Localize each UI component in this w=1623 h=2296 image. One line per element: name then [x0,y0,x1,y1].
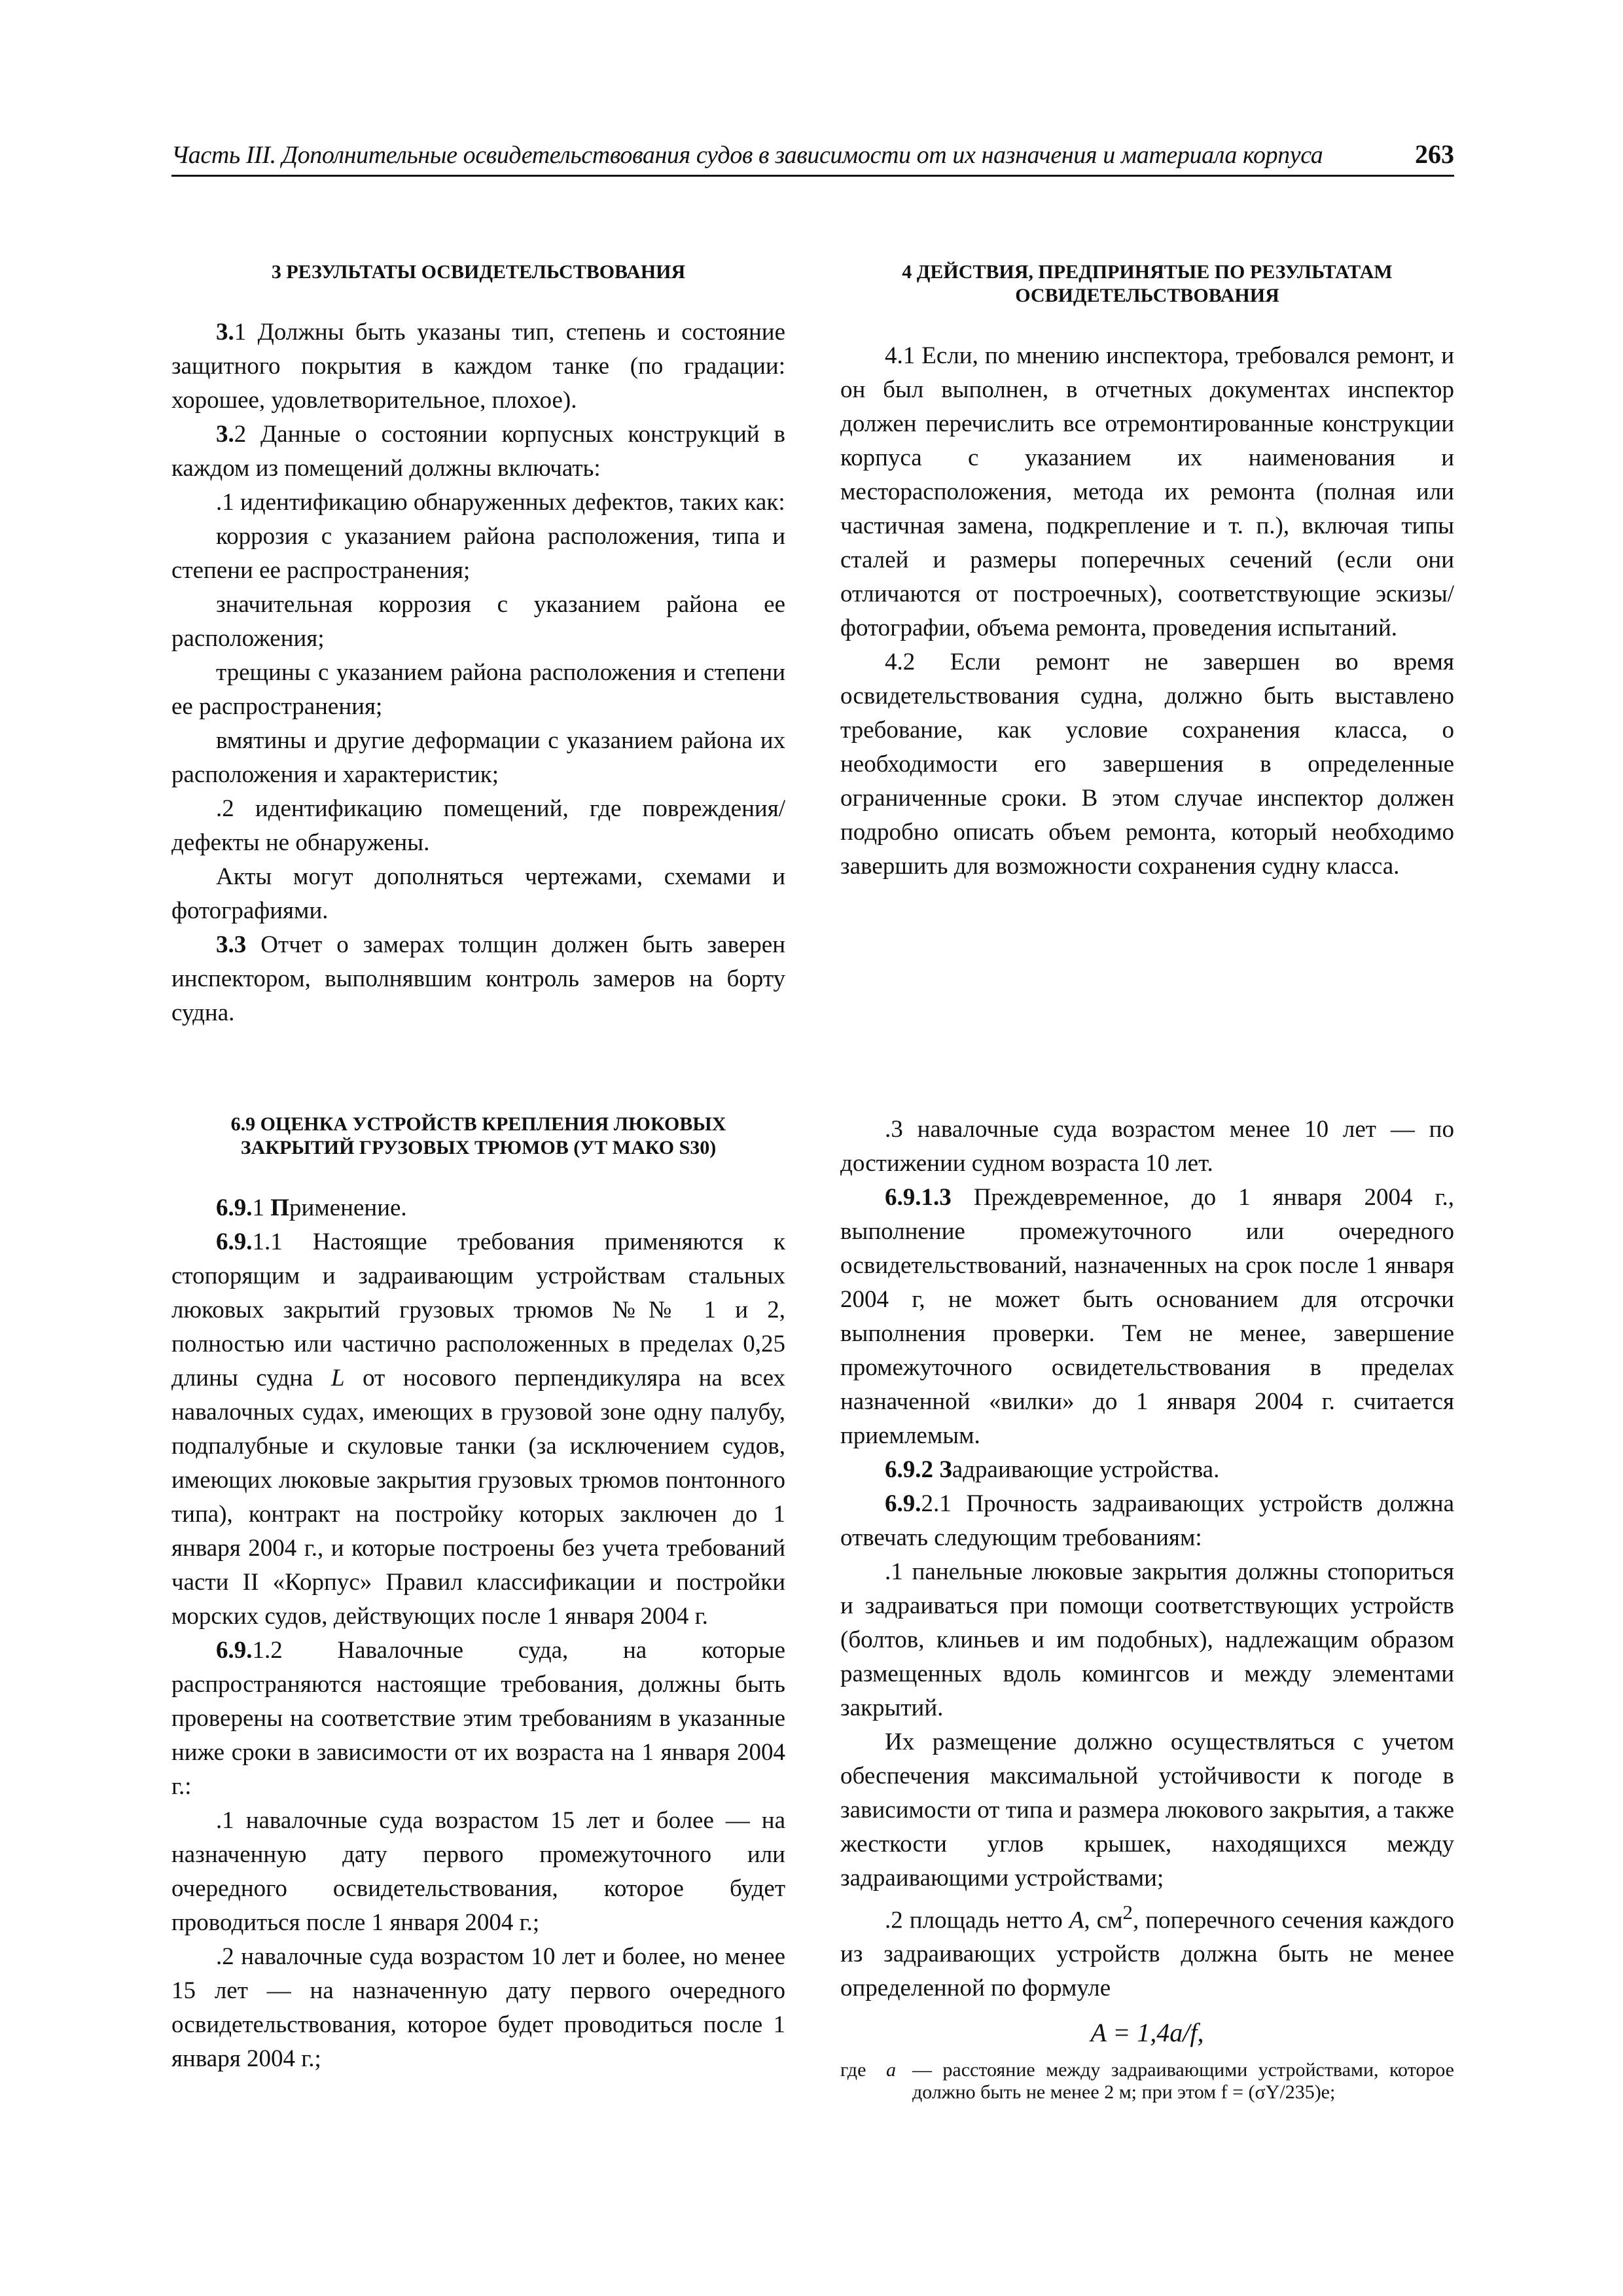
paragraph-number: 6.9. [216,1229,253,1255]
list-item: вмятины и другие деформации с указанием района их расположения и характеристик; [171,727,785,788]
paragraph-3-3 [171,928,785,1030]
paragraph-text: рименение. [289,1194,407,1221]
section-6-9-continued [840,1113,1454,2104]
list-item: трещины с указанием района расположения и степени ее распространения; [171,659,785,720]
paragraph-text: от носового перпендикуляра на всех навалочных судах, имеющих в грузовой зоне одну палубу, подпалубные и скуловые танки (за исключением судов, имеющих люковые закрытия грузовых трюмов понтонного типа), контракт на постройку которых заключен до 1 января 2004 г., и которые построены без учета требований части II «Корпус» Правил классификации и постройки морских судов, действующих после 1 января 2004 г. [171,1365,785,1630]
list-item: .2 идентификацию помещений, где повреждения/дефекты не обнаружены. [171,795,785,856]
paragraph-6-9-1-1 [171,1225,785,1634]
formula-legend [840,2059,1454,2104]
paragraph-text: 1 Должны быть указаны тип, степень и состояние защитного покрытия в каждом танке (по градации: хорошее, удовлетворительное, плохое). [171,319,785,414]
paragraph: Их размещение должно осуществляться с учетом обеспечения максимальной устойчивости к погоде в зависимости от типа и размера люкового закрытия, а также жесткости углов крышек, находящихся между задраивающими устройствами; [840,1729,1454,1892]
list-item: коррозия с указанием района расположения, типа и степени ее распространения; [171,523,785,584]
paragraph-text: Отчет о замерах толщин должен быть заверен инспектором, выполнявшим контроль замеров на борту судна. [171,931,785,1026]
paragraph-text: Преждевременное, до 1 января 2004 г., выполнение промежуточного или очередного освидетельствований, назначенных на срок после 1 января 2004 г, не может быть основанием для отсрочки выполнения проверки. Тем не менее, завершение промежуточного освидетельствования в пределах назначенной «вилки» до 1 января 2004 г. считается приемлемым. [840,1184,1454,1449]
list-item: значительная коррозия с указанием района ее расположения; [171,591,785,652]
paragraph-6-9-2 [840,1453,1454,1487]
where-variable: a [886,2059,896,2081]
list-item: .1 идентификацию обнаруженных дефектов, таких как: [216,489,785,516]
list-item: .3 навалочные суда возрастом менее 10 лет — по достижении судном возраста 10 лет. [840,1116,1454,1177]
paragraph-text: 2.1 Прочность задраивающих устройств должна отвечать следующим требованиям: [840,1490,1454,1551]
variable-a: A [1069,1907,1084,1934]
list-item: .1 панельные люковые закрытия должны стопориться и задраиваться при помощи соответствующих устройств (болтов, клиньев и им подобных), надлежащим образом размещенных вдоль комингсов и между элементами закрытий. [840,1558,1454,1721]
paragraph-6-9-1-2 [171,1634,785,1804]
paragraph-3-1 [171,315,785,418]
paragraph-number: 3. [216,421,234,448]
paragraph-4-1: 4.1 Если, по мнению инспектора, требовался ремонт, и он был выполнен, в отчетных документах инспектор должен перечислить все отремонтированные конструкции корпуса с указанием их наименования и месторасположения, метода их ремонта (полная или частичная замена, подкрепление и т. п.), включая типы сталей и размеры поперечных сечений (если они отличаются от построечных), соответствующие эскизы/фотографии, объема ремонта, проведения испытаний. [840,342,1454,641]
section-4-heading: 4 ДЕЙСТВИЯ, ПРЕДПРИНЯТЫЕ ПО РЕЗУЛЬТАТАМ ОСВИДЕТЕЛЬСТВОВАНИЯ [902,261,1393,306]
paragraph-text: , поперечного сечения каждого из задраивающих устройств должна быть не менее определенной по формуле [840,1907,1454,2002]
paragraph-bold-letter: П [270,1194,290,1221]
variable-l: L [331,1365,345,1391]
formula: A = 1,4a/f, [1090,2018,1204,2048]
paragraph-bold-letter: З [933,1456,952,1483]
paragraph-number: 3. [216,319,234,346]
running-title: Часть III. Дополнительные освидетельствования судов в зависимости от их назначения и материала корпуса [171,141,1323,169]
paragraph-text: 1.1 Настоящие требования применяются к стопорящим и задраивающим устройствам стальных люковых закрытий грузовых трюмов №№ 1 и 2, полностью или частично расположенных в пределах 0,25 длины судна [171,1229,785,1391]
paragraph-text: 2 Данные о состоянии корпусных конструкций в каждом из помещений должны включать: [171,421,785,482]
where-label: где [840,2059,866,2081]
paragraph-4-2: 4.2 Если ремонт не завершен во время освидетельствования судна, должно быть выставлено требование, как условие сохранения класса, о необходимости его завершения в определенные ограниченные сроки. В этом случае инспектор должен подробно описать объем ремонта, который необходимо завершить для возможности сохранения судну класса. [840,649,1454,880]
paragraph-6-9-2-1 [840,1487,1454,1555]
paragraph-text: 1.2 Навалочные суда, на которые распространяются настоящие требования, должны быть проверены на соответствие этим требованиям в указанные ниже сроки в зависимости от их возраста на 1 января 2004 г.: [171,1637,785,1800]
paragraph-number: 6.9. [216,1637,253,1664]
paragraph-number: 6.9. [885,1490,921,1517]
paragraph-6-9-1-3 [840,1181,1454,1453]
paragraph-text: , см [1084,1907,1123,1934]
section-6-9 [171,1113,785,2076]
section-3 [171,260,785,1030]
section-6-9-heading: 6.9 ОЦЕНКА УСТРОЙСТВ КРЕПЛЕНИЯ ЛЮКОВЫХ ЗАКРЫТИЙ ГРУЗОВЫХ ТРЮМОВ (УТ МАКО S30) [230,1113,726,1158]
list-item: .1 навалочные суда возрастом 15 лет и более — на назначенную дату первого промежуточного или очередного освидетельствования, которое будет проводиться после 1 января 2004 г.; [171,1807,785,1936]
paragraph-number: 6.9.1.3 [885,1184,952,1211]
paragraph-text: адраивающие устройства. [952,1456,1220,1483]
list-item: .2 навалочные суда возрастом 10 лет и более, но менее 15 лет — на назначенную дату первого очередного освидетельствования, которое будет проводиться после 1 января 2004 г.; [171,1943,785,2072]
paragraph: Акты могут дополняться чертежами, схемами и фотографиями. [171,863,785,924]
superscript: 2 [1122,1901,1133,1924]
paragraph-number: 6.9. [216,1194,253,1221]
running-header [171,139,1454,177]
paragraph-text: 1 [252,1194,271,1221]
where-text: — расстояние между задраивающими устройствами, которое должно быть не менее 2 м; при этом f = (σY/235)e; [912,2059,1454,2104]
section-3-heading: 3 РЕЗУЛЬТАТЫ ОСВИДЕТЕЛЬСТВОВАНИЯ [271,261,686,283]
page-number: 263 [1415,139,1454,169]
paragraph-text: .2 площадь нетто [885,1907,1069,1934]
list-item [840,1895,1454,2005]
paragraph-6-9-1 [171,1191,785,1225]
paragraph-3-2 [171,418,785,486]
paragraph-number: 6.9.2 [885,1456,933,1483]
paragraph-number: 3.3 [216,931,247,958]
section-4 [840,260,1454,884]
